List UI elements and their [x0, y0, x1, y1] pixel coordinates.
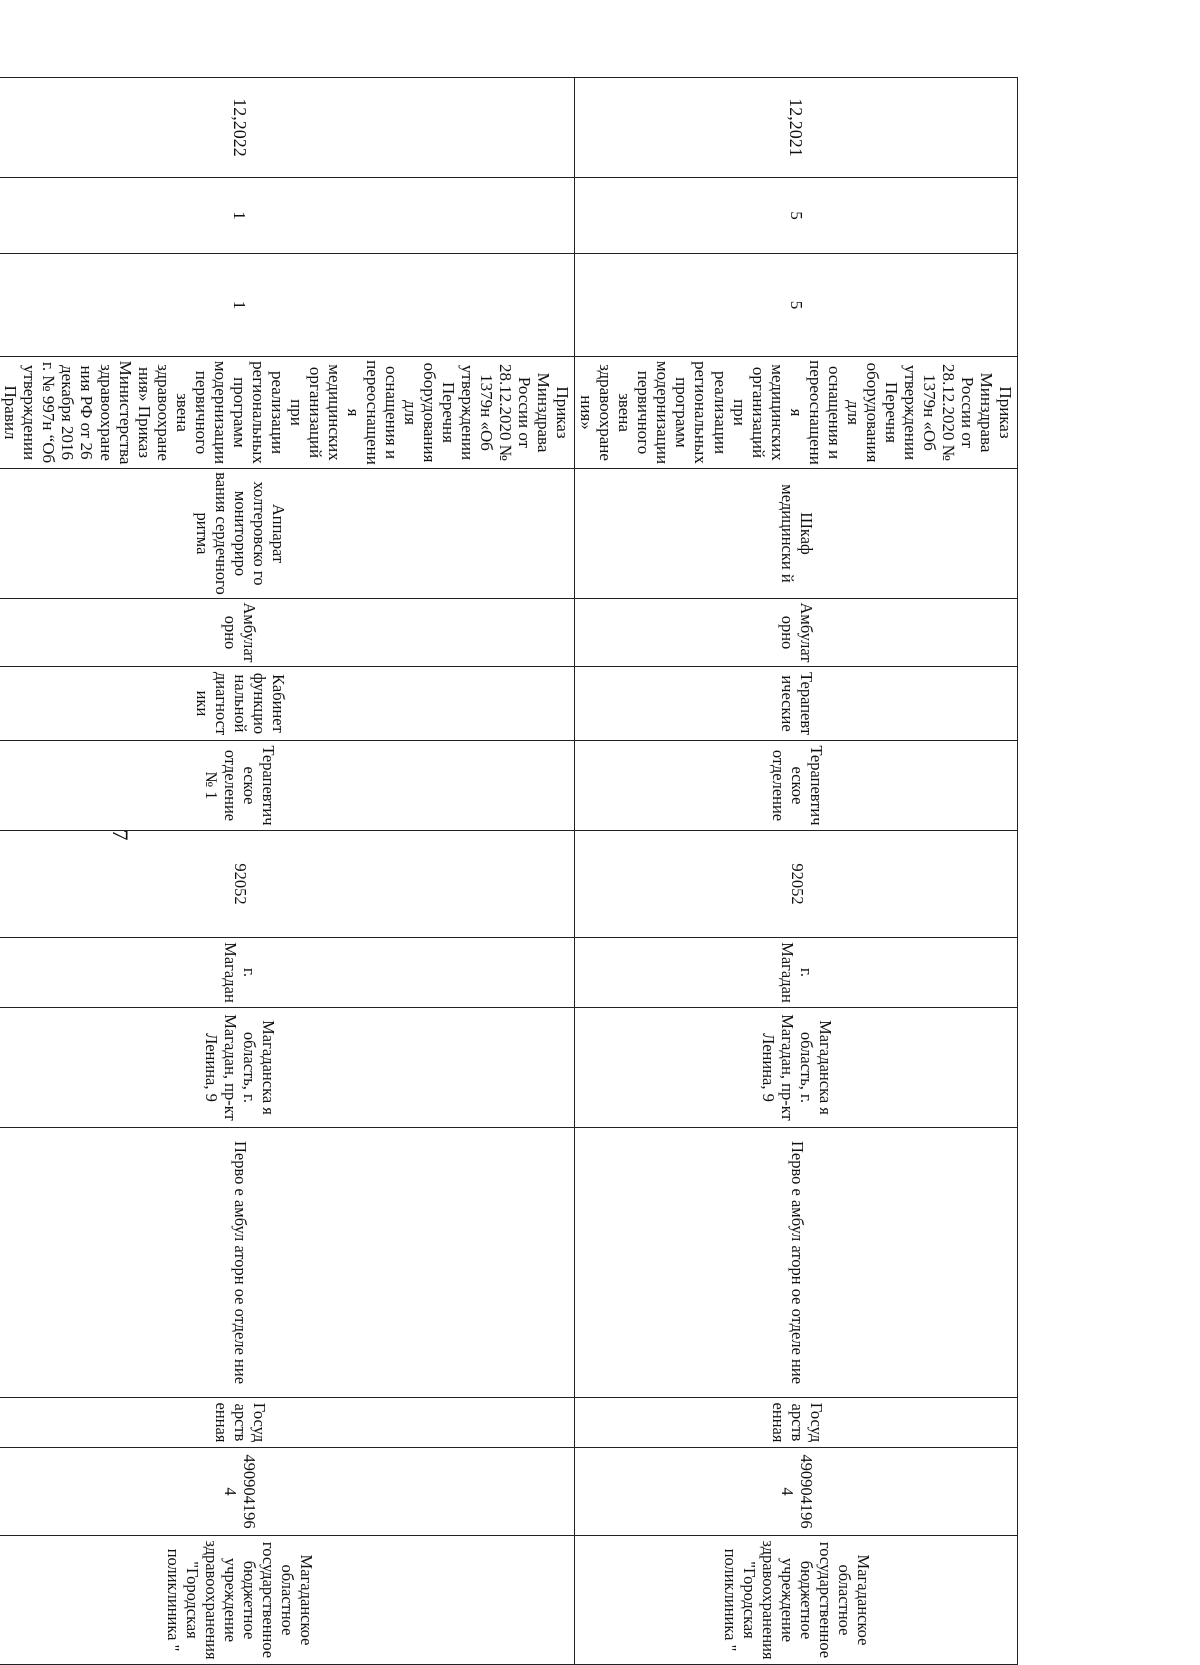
code-cell: 92052	[575, 831, 1018, 938]
city-cell: г. Магадан	[0, 938, 575, 1008]
department-cell: Терапевтическое отделение № 1	[0, 741, 575, 831]
unit-cell: Перво е амбул аторн ое отделе ние	[0, 1128, 575, 1398]
quantity-cell: 5	[575, 254, 1018, 357]
page-number: 7	[108, 829, 133, 841]
inn-cell: 4909041964	[0, 1448, 575, 1536]
room-cell: Терапевтические	[575, 667, 1018, 741]
address-cell: Магаданска я область, г. Магадан, пр-кт Ленина, 9	[0, 1008, 575, 1128]
basis-cell: Приказ Минздрава России от 28.12.2020 № 1379н «Об утверждении Перечня оборудования для оснащения и переоснащения медицинских организаций при реализации региональных программ модернизации первичного звена здравоохранения»	[575, 357, 1018, 469]
unit-cell: Перво е амбул аторн ое отделе ние	[575, 1128, 1018, 1398]
date-cell: 12,2022	[0, 78, 575, 178]
address-cell: Магаданска я область, г. Магадан, пр-кт Ленина, 9	[575, 1008, 1018, 1128]
department-cell: Терапевтическое отделение	[575, 741, 1018, 831]
table-row	[575, 78, 1018, 1665]
equipment-cell: Шкаф медицински й	[575, 469, 1018, 599]
quantity-cell: 1	[0, 178, 575, 254]
ownership-cell: Государственная	[0, 1398, 575, 1448]
inn-cell: 4909041964	[575, 1448, 1018, 1536]
room-cell: Кабинет функциональной диагностики	[0, 667, 575, 741]
table-row	[0, 78, 575, 1665]
care-type-cell: Амбулаторно	[0, 599, 575, 667]
equipment-cell: Аппарат холтеровско го мониториро вания сердечного ритма	[0, 469, 575, 599]
quantity-cell: 1	[0, 254, 575, 357]
code-cell: 92052	[0, 831, 575, 938]
organization-cell: Магаданское областное государственное бюджетное учреждение здравоохранения "Городская поликлиника "	[575, 1536, 1018, 1665]
organization-cell: Магаданское областное государственное бюджетное учреждение здравоохранения "Городская поликлиника "	[0, 1536, 575, 1665]
city-cell: г. Магадан	[575, 938, 1018, 1008]
date-cell: 12,2021	[575, 78, 1018, 178]
basis-cell: Приказ Минздрава России от 28.12.2020 № 1379н «Об утверждении Перечня оборудования для оснащения и переоснащения медицинских организаций при реализации региональных программ модернизации первичного звена здравоохранения» Приказ Министерства здравоохранения РФ от 26 декабря 2016 г. № 997н “Об утверждении Правил	[0, 357, 575, 469]
equipment-registry-table	[0, 77, 1018, 1665]
care-type-cell: Амбулаторно	[575, 599, 1018, 667]
ownership-cell: Государственная	[575, 1398, 1018, 1448]
rotated-table-container	[1, 77, 1018, 1664]
quantity-cell: 5	[575, 178, 1018, 254]
